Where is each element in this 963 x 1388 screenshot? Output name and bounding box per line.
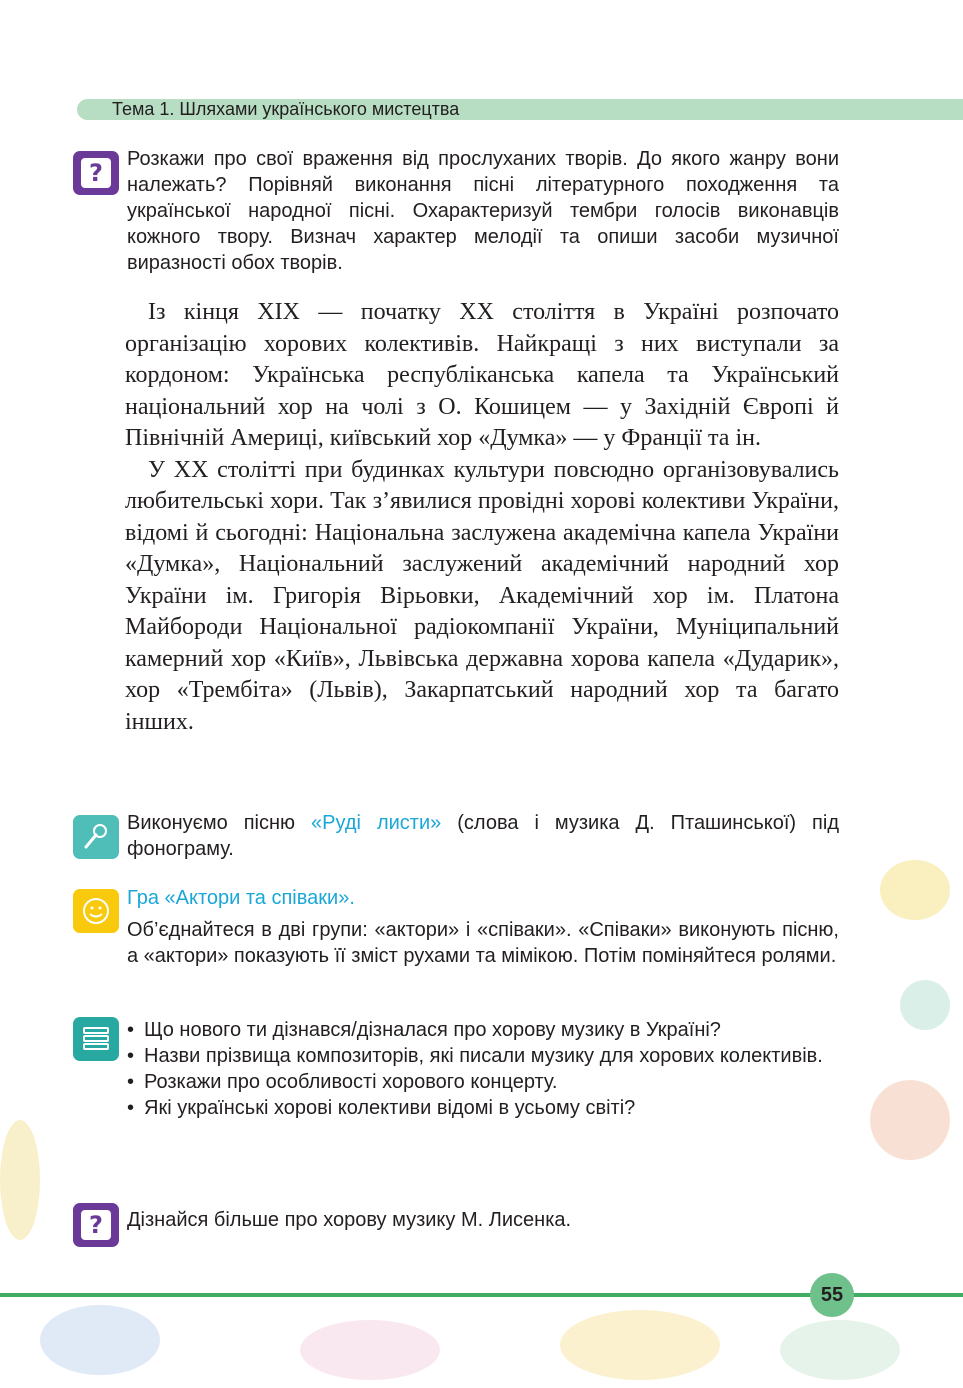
list-item <box>127 1095 839 1121</box>
song-prefix: Виконуємо пісню <box>127 812 312 834</box>
topic-header: Тема 1. Шляхами українського мистецтва <box>112 99 460 119</box>
question-mark: ? <box>81 158 111 188</box>
paragraph: У XX столітті при будинках культури повсюдно організовувались любительські хори. Так з’явилися провідні хорові колективи України, відомі й сьогодні: Національна заслужена академічна капела України «Думка», Національний заслужений академічний народний хор України ім. Григорія Вірьовки, Академічний хор ім. Платона Майбороди Національної радіокомпанії України, Муніципальний камерний хор «Київ», Львівська державна хорова капела «Дударик», хор «Трембіта» (Львів), Закарпатський народний хор та багато інших. <box>125 456 839 735</box>
bullet-marker: • <box>127 1071 135 1093</box>
list-item-text: Розкажи про особливості хорового концерту. <box>144 1071 558 1093</box>
list-item <box>127 1017 839 1043</box>
paint-splash <box>0 1120 40 1240</box>
bullet-marker: • <box>127 1019 135 1041</box>
bullet-marker: • <box>127 1045 135 1067</box>
bullet-marker: • <box>127 1097 135 1119</box>
song-title: «Руді листи» <box>311 812 442 834</box>
question-mark: ? <box>81 1210 111 1240</box>
list-item-text: Назви прізвища композиторів, які писали музику для хорових колективів. <box>144 1045 823 1067</box>
game-title: Гра «Актори та співаки». <box>127 887 355 909</box>
paint-splash <box>300 1320 440 1380</box>
body-text <box>125 297 839 738</box>
list-item <box>127 1043 839 1069</box>
song-suffix: (слова і музика Д. Пташинської) під фонограму. <box>127 812 839 860</box>
list-item-text: Що нового ти дізнався/дізналася про хорову музику в Україні? <box>144 1019 721 1041</box>
paint-splash <box>560 1310 720 1380</box>
paint-splash <box>900 980 950 1030</box>
paragraph: Із кінця XIX — початку XX століття в Україні розпочато організацію хорових колективів. Найкращі з них виступали за кордоном: Українська республіканська капела та Український національний хор на чолі з О. Кошицем — у Західній Європі й Північній Америці, київський хор «Думка» — у Франції та ін. <box>125 299 839 451</box>
list-item-text: Які українські хорові колективи відомі в усьому світі? <box>144 1097 636 1119</box>
paint-splash <box>870 1080 950 1160</box>
paint-splash <box>780 1320 900 1380</box>
question-icon <box>73 151 119 195</box>
song-instruction <box>127 810 839 862</box>
paint-splash <box>40 1305 160 1375</box>
list-item <box>127 1069 839 1095</box>
paint-splash <box>880 860 950 920</box>
question-text: Розкажи про свої враження від прослуханих творів. До якого жанру вони належать? Порівняй виконання пісні літературного походження та української народної пісні. Охарактеризуй тембри голосів виконавців кожного твору. Визнач характер мелодії та опиши засоби музичної виразності обох творів. <box>127 148 839 274</box>
books-icon <box>73 1017 119 1061</box>
game-text: Об’єднайтеся в дві групи: «актори» і «співаки». «Співаки» виконують пісню, а «актори» показують її зміст рухами та мімікою. Потім поміняйтеся ролями. <box>127 919 839 967</box>
microphone-icon <box>73 815 119 859</box>
question-icon <box>73 1203 119 1247</box>
review-questions <box>127 1017 839 1121</box>
page-number: 55 <box>810 1273 854 1317</box>
question-text: Дізнайся більше про хорову музику М. Лисенка. <box>127 1209 572 1231</box>
smiley-icon <box>73 889 119 933</box>
